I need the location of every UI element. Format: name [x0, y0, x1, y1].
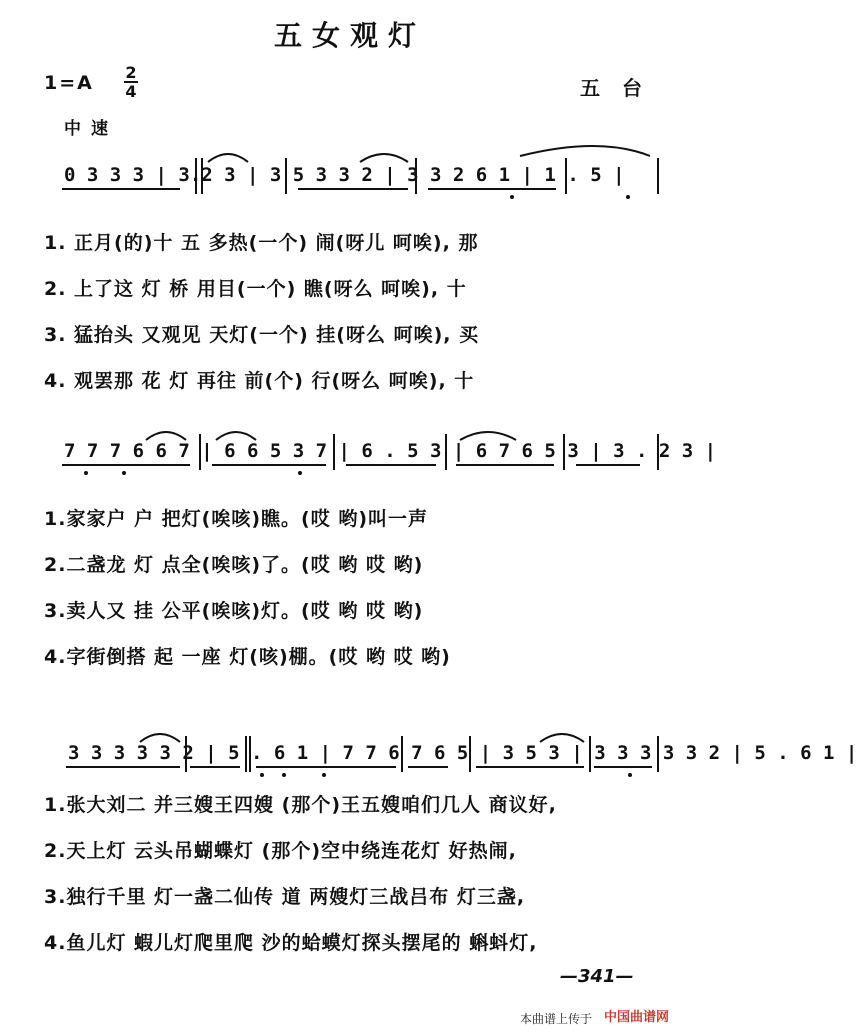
verse-3-4: 4.鱼儿灯 蝦儿灯爬里爬 沙的蛤蟆灯探头摆尾的 蝌蚪灯, [44, 932, 538, 954]
region-label: 五台 [580, 76, 664, 100]
page-number: —341— [560, 966, 634, 987]
staff-3-notation: 3 3 3 3 3 2 | 5 . 6 1 | 7 7 6 7 6 5 | 3 5 3 | 3 3 3 3 3 2 | 5 . 6 1 | [68, 742, 857, 764]
verse-1-4: 4. 观罢那 花 灯 再往 前(个) 行(呀么 呵唉), 十 [44, 370, 475, 392]
verse-2-2: 2.二盏龙 灯 点全(唉咳)了。(哎 哟 哎 哟) [44, 554, 424, 576]
verse-3-3: 3.独行千里 灯一盏二仙传 道 两嫂灯三战吕布 灯三盏, [44, 886, 526, 908]
verse-1-3: 3. 猛抬头 又观见 天灯(一个) 挂(呀么 呵唉), 买 [44, 324, 480, 346]
time-signature-bottom: 4 [125, 82, 137, 101]
key-signature: 1=A [44, 72, 94, 94]
verse-3-2: 2.天上灯 云头吊蝴蝶灯 (那个)空中绕连花灯 好热闹, [44, 840, 517, 862]
staff-2 [0, 418, 717, 488]
site-logo[interactable]: 中国曲谱网 [604, 1010, 670, 1025]
staff-1-notation: 0 3 3 3 | 3.2 3 | 3 5 3 3 2 | 3 3 2 6 1 | 1 . 5 | [64, 164, 625, 186]
tempo-marking: 中速 [64, 119, 118, 139]
verse-1-1: 1. 正月(的)十 五 多热(一个) 闹(呀儿 呵唉), 那 [44, 232, 479, 254]
verse-3-1: 1.张大刘二 并三嫂王四嫂 (那个)王五嫂咱们几人 商议好, [44, 794, 557, 816]
staff-1 [0, 142, 700, 212]
time-signature-top: 2 [125, 63, 137, 82]
verse-1-2: 2. 上了这 灯 桥 用目(一个) 瞧(呀么 呵唉), 十 [44, 278, 467, 300]
staff-2-notation: 7 7 7 6 6 7 | 6 6 5 3 7 | 6 . 5 3 | 6 7 6 5 3 | 3 . 2 3 | [64, 440, 717, 462]
time-signature [124, 64, 138, 100]
staff-3 [0, 720, 857, 790]
verse-2-1: 1.家家户 户 把灯(唉咳)瞧。(哎 哟)叫一声 [44, 508, 429, 530]
song-title: 五女观灯 [273, 19, 426, 52]
verse-2-4: 4.字街倒搭 起 一座 灯(咳)棚。(哎 哟 哎 哟) [44, 646, 451, 668]
verse-2-3: 3.卖人又 挂 公平(唉咳)灯。(哎 哟 哎 哟) [44, 600, 424, 622]
source-note: 本曲谱上传于 [520, 1012, 593, 1026]
